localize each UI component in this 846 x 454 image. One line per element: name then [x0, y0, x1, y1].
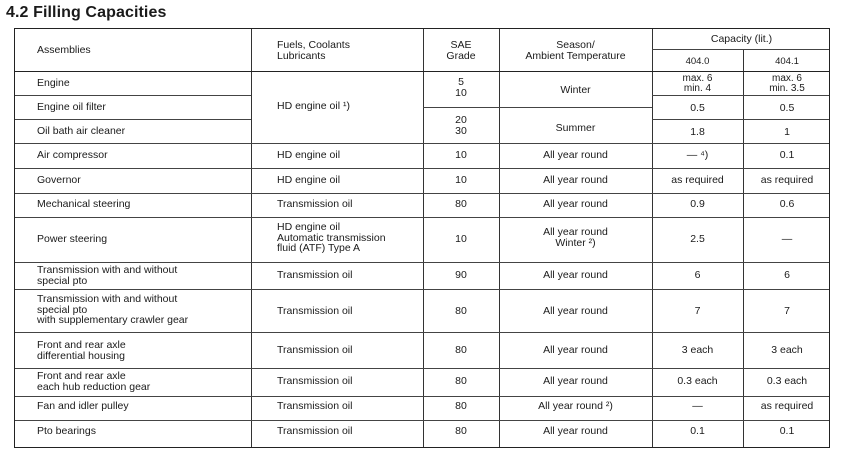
header-season: Season/ Ambient Temperature	[525, 39, 626, 62]
column-divider	[251, 29, 252, 447]
row-differential-404-1: 3 each	[771, 344, 803, 356]
row-divider	[15, 95, 251, 96]
engine-group-fuel: HD engine oil ¹)	[277, 100, 350, 112]
row-engine-404-1: max. 6 min. 3.5	[769, 73, 805, 94]
row-pto-bearings-404-0: 0.1	[690, 425, 705, 437]
row-transmission-crawler-sae: 80	[455, 305, 467, 317]
row-hub-reduction-assembly: Front and rear axle each hub reduction gear	[37, 370, 151, 393]
row-divider	[652, 119, 829, 120]
engine-group-season-summer: Summer	[555, 122, 596, 134]
row-divider	[15, 168, 829, 169]
row-pto-bearings-assembly: Pto bearings	[37, 425, 96, 437]
header-model-4041: 404.1	[775, 56, 799, 67]
row-transmission-crawler-assembly: Transmission with and without special pto with supplementary crawler gear	[37, 293, 189, 326]
row-air-compressor-404-1: 0.1	[779, 149, 795, 161]
row-governor-assembly: Governor	[37, 174, 81, 186]
row-governor-404-0: as required	[671, 174, 724, 186]
row-fan-sae: 80	[455, 400, 467, 412]
row-mech-steering-404-1: 0.6	[779, 198, 795, 210]
row-divider	[15, 332, 829, 333]
row-oil-filter-404-1: 0.5	[779, 102, 795, 114]
row-fan-season: All year round ²)	[538, 400, 613, 412]
row-oil-filter-assembly: Engine oil filter	[37, 101, 106, 113]
row-air-cleaner-404-0: 1.8	[690, 126, 705, 138]
header-assemblies: Assemblies	[37, 44, 91, 56]
header-capacity: Capacity (lit.)	[710, 33, 773, 45]
row-differential-assembly: Front and rear axle differential housing	[37, 339, 126, 362]
row-fan-assembly: Fan and idler pulley	[37, 400, 129, 412]
row-engine-assembly: Engine	[37, 77, 70, 89]
row-mech-steering-assembly: Mechanical steering	[37, 198, 131, 210]
row-hub-reduction-sae: 80	[455, 375, 467, 387]
row-governor-season: All year round	[543, 174, 608, 186]
row-hub-reduction-fuel: Transmission oil	[277, 375, 353, 387]
row-power-steering-fuel: HD engine oil Automatic transmission fluid (ATF) Type A	[277, 221, 386, 254]
row-air-compressor-fuel: HD engine oil	[277, 149, 341, 161]
row-fan-404-1: as required	[760, 400, 814, 412]
row-divider	[15, 143, 829, 144]
row-governor-404-1: as required	[760, 174, 814, 186]
header-divider	[15, 71, 829, 72]
row-divider	[15, 396, 829, 397]
row-mech-steering-season: All year round	[543, 198, 608, 210]
engine-group-sae-winter: 5 10	[455, 76, 467, 99]
row-governor-sae: 10	[455, 174, 467, 186]
row-differential-sae: 80	[455, 344, 467, 356]
row-power-steering-season: All year round Winter ²)	[543, 226, 608, 249]
row-divider	[652, 49, 829, 50]
row-transmission-crawler-fuel: Transmission oil	[277, 305, 353, 317]
row-pto-bearings-fuel: Transmission oil	[277, 425, 353, 437]
row-pto-bearings-sae: 80	[455, 425, 467, 437]
row-hub-reduction-404-1: 0.3 each	[766, 375, 808, 387]
row-transmission-assembly: Transmission with and without special pto	[37, 264, 178, 287]
row-divider	[15, 289, 829, 290]
row-divider	[15, 193, 829, 194]
row-mech-steering-fuel: Transmission oil	[277, 198, 353, 210]
row-transmission-crawler-404-1: 7	[784, 305, 790, 317]
row-mech-steering-404-0: 0.9	[690, 198, 705, 210]
row-governor-fuel: HD engine oil	[277, 174, 341, 186]
engine-group-sae-summer: 20 30	[455, 114, 467, 137]
header-model-4040: 404.0	[685, 56, 710, 67]
row-oil-filter-404-0: 0.5	[690, 102, 705, 114]
header-fuels: Fuels, Coolants Lubricants	[277, 39, 350, 62]
row-power-steering-404-0: 2.5	[690, 233, 705, 245]
row-mech-steering-sae: 80	[455, 198, 467, 210]
row-air-cleaner-404-1: 1	[784, 126, 790, 138]
section-title: 4.2 Filling Capacities	[6, 4, 167, 21]
row-differential-404-0: 3 each	[681, 344, 714, 356]
row-air-compressor-season: All year round	[543, 149, 608, 161]
row-transmission-404-1: 6	[784, 269, 790, 281]
row-divider	[15, 420, 829, 421]
row-divider	[15, 368, 829, 369]
row-divider	[423, 107, 652, 108]
row-fan-404-0: —	[692, 400, 703, 412]
row-divider	[15, 119, 251, 120]
row-air-compressor-sae: 10	[455, 149, 467, 161]
row-hub-reduction-404-0: 0.3 each	[677, 375, 718, 387]
header-sae: SAE Grade	[446, 39, 476, 62]
filling-capacities-table	[14, 28, 830, 448]
row-divider	[15, 217, 829, 218]
row-power-steering-assembly: Power steering	[37, 233, 108, 245]
row-power-steering-sae: 10	[455, 233, 467, 245]
row-transmission-404-0: 6	[694, 269, 701, 281]
row-fan-fuel: Transmission oil	[277, 400, 353, 412]
row-differential-fuel: Transmission oil	[277, 344, 353, 356]
row-pto-bearings-404-1: 0.1	[779, 425, 795, 437]
row-air-compressor-assembly: Air compressor	[37, 149, 108, 161]
row-transmission-crawler-season: All year round	[543, 305, 608, 317]
engine-group-season-winter: Winter	[560, 84, 591, 96]
row-divider	[652, 95, 829, 96]
row-transmission-crawler-404-0: 7	[694, 305, 701, 317]
row-transmission-fuel: Transmission oil	[277, 269, 353, 281]
row-power-steering-404-1: —	[781, 233, 793, 245]
row-pto-bearings-season: All year round	[543, 425, 608, 437]
row-transmission-sae: 90	[455, 269, 467, 281]
row-hub-reduction-season: All year round	[543, 375, 608, 387]
row-transmission-season: All year round	[543, 269, 608, 281]
row-divider	[15, 262, 829, 263]
row-engine-404-0: max. 6 min. 4	[682, 73, 713, 94]
row-air-cleaner-assembly: Oil bath air cleaner	[37, 125, 126, 137]
row-air-compressor-404-0: — ⁴)	[686, 149, 709, 161]
row-differential-season: All year round	[543, 344, 608, 356]
